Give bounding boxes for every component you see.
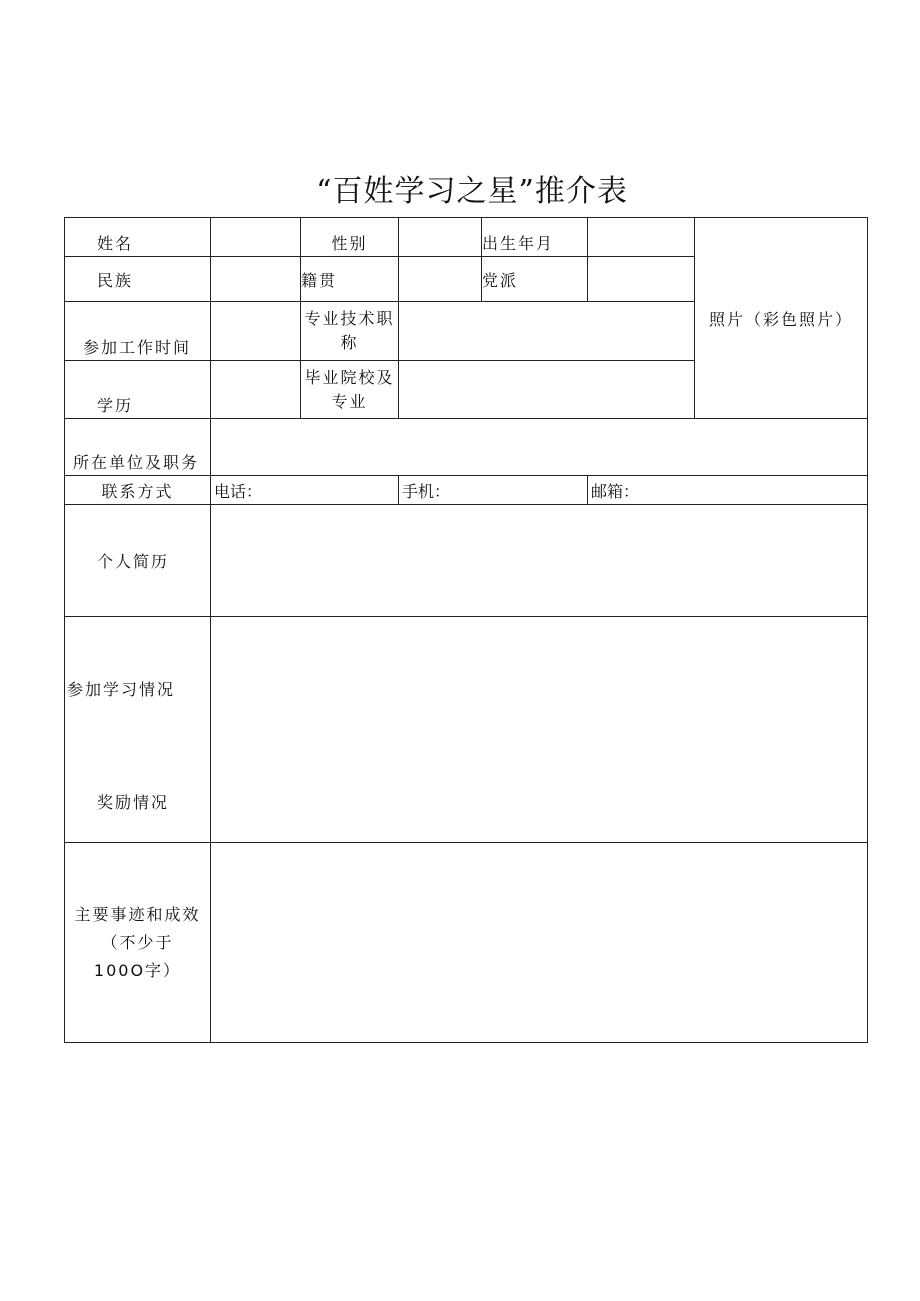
label-school <box>301 361 399 419</box>
page-title: “百姓学习之星”推介表 <box>316 174 628 209</box>
label-phone: 电话： <box>214 481 263 501</box>
input-resume[interactable] <box>211 505 868 617</box>
row-name <box>65 218 868 257</box>
label-work-start: 参加工作时间 <box>65 302 211 361</box>
label-deeds-line1: 主要事迹和成效 <box>74 904 201 924</box>
input-professional-title[interactable] <box>399 302 695 361</box>
input-name[interactable] <box>211 218 301 257</box>
row-study-awards <box>65 617 868 843</box>
row-employer <box>65 419 868 476</box>
input-employer[interactable] <box>211 419 868 476</box>
label-contact: 联系方式 <box>65 476 211 505</box>
input-mobile[interactable] <box>399 476 588 505</box>
recommendation-form <box>64 217 868 1043</box>
input-education[interactable] <box>211 361 301 419</box>
row-resume <box>65 505 868 617</box>
label-deeds <box>65 843 211 1043</box>
input-birth[interactable] <box>588 218 695 257</box>
input-study-awards[interactable] <box>211 617 868 843</box>
label-native-place: 籍贯 <box>301 257 399 302</box>
label-gender: 性别 <box>301 218 399 257</box>
label-professional-title-line2: 称 <box>340 333 359 352</box>
photo-area[interactable]: 照片（彩色照片） <box>695 218 868 419</box>
label-professional-title-line1: 专业技术职 <box>304 309 395 328</box>
label-professional-title <box>301 302 399 361</box>
input-ethnicity[interactable] <box>211 257 301 302</box>
row-contact <box>65 476 868 505</box>
label-school-line1: 毕业院校及 <box>304 367 395 387</box>
input-phone[interactable] <box>211 476 399 505</box>
row-deeds <box>65 843 868 1043</box>
label-deeds-line2: （不少于 <box>101 932 174 952</box>
input-deeds[interactable] <box>211 843 868 1043</box>
input-work-start[interactable] <box>211 302 301 361</box>
label-name: 姓名 <box>65 218 211 257</box>
label-school-line2: 专业 <box>331 391 368 411</box>
label-awards: 奖励情况 <box>97 793 170 812</box>
label-email: 邮箱： <box>591 481 640 501</box>
label-birth: 出生年月 <box>482 218 588 257</box>
input-party[interactable] <box>588 257 695 302</box>
label-party: 党派 <box>482 257 588 302</box>
label-mobile: 手机： <box>402 481 451 501</box>
input-gender[interactable] <box>399 218 482 257</box>
label-deeds-line3: 100O字） <box>93 960 182 980</box>
label-resume: 个人简历 <box>65 505 211 617</box>
label-ethnicity: 民族 <box>65 257 211 302</box>
label-education: 学历 <box>65 361 211 419</box>
label-study-awards <box>65 617 211 843</box>
input-school[interactable] <box>399 361 695 419</box>
input-email[interactable] <box>588 476 868 505</box>
input-native-place[interactable] <box>399 257 482 302</box>
label-employer: 所在单位及职务 <box>65 419 211 476</box>
label-study: 参加学习情况 <box>67 680 176 699</box>
